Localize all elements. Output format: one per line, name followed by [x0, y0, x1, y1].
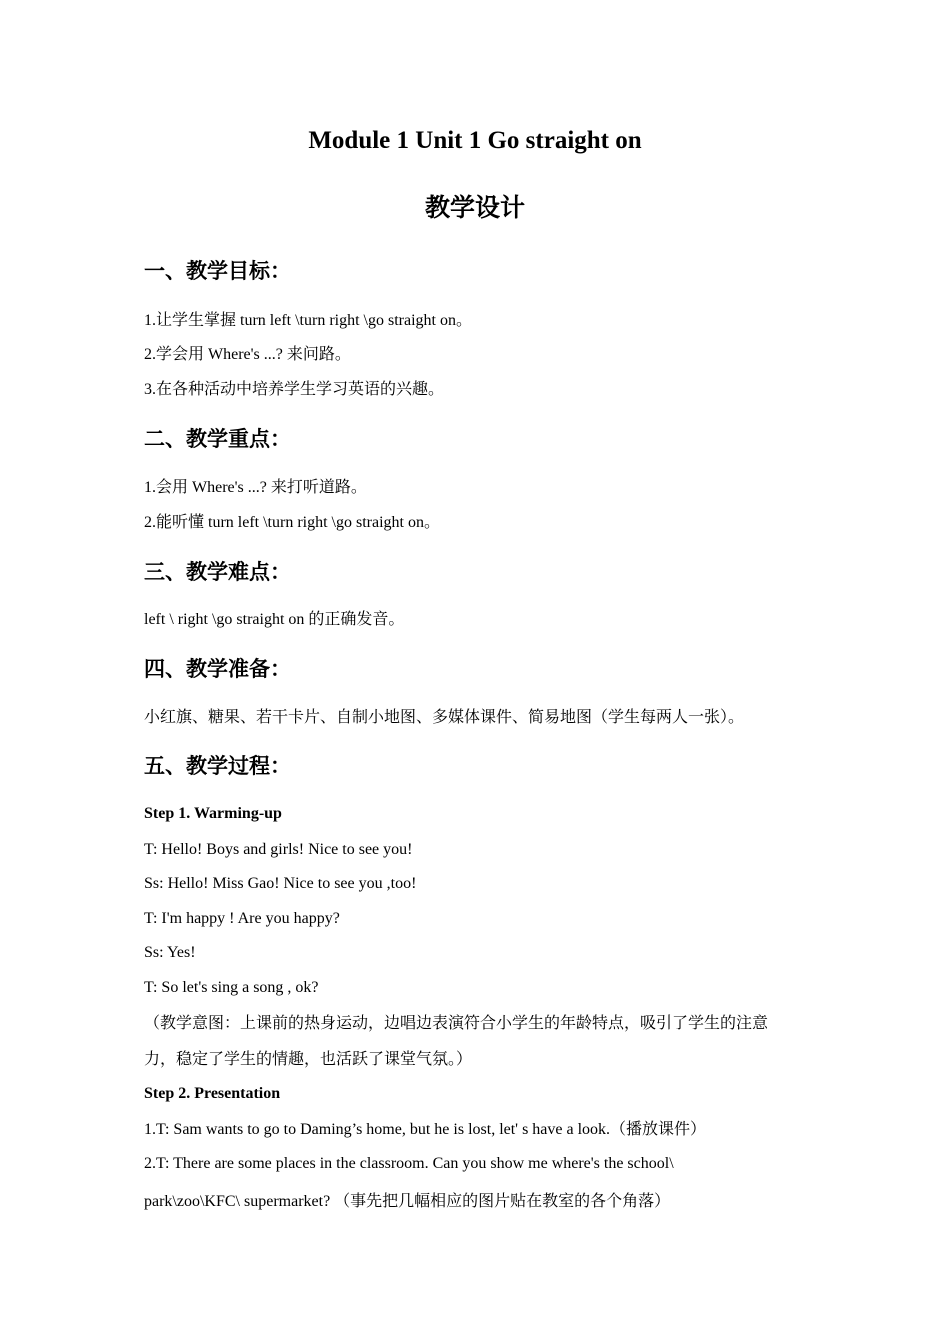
- key-point-line: 1.会用 Where's ...? 来打听道路。: [144, 479, 367, 496]
- teaching-intent-note: （教学意图：上课前的热身运动，边唱边表演符合小学生的年龄特点，吸引了学生的注意: [144, 1015, 769, 1032]
- document-subtitle: 教学设计: [424, 193, 525, 222]
- dialogue-line: T: Hello! Boys and girls! Nice to see you!: [144, 841, 413, 858]
- presentation-line: 1.T: Sam wants to go to Daming’s home, but he is lost, let' s have a look.（播放课件）: [144, 1121, 707, 1138]
- objective-line: 2.学会用 Where's ...? 来问路。: [144, 346, 351, 363]
- section-heading-process: 五、教学过程：: [144, 754, 291, 778]
- key-point-line: 2.能听懂 turn left \turn right \go straight on。: [144, 514, 440, 531]
- objective-line: 1.让学生掌握 turn left \turn right \go straight on。: [144, 312, 472, 329]
- teaching-intent-note: 力，稳定了学生的情趣，也活跃了课堂气氛。）: [144, 1051, 473, 1068]
- section-heading-objectives: 一、教学目标：: [144, 259, 291, 283]
- dialogue-line: T: I'm happy ! Are you happy?: [144, 910, 340, 927]
- step-title-warming-up: Step 1. Warming-up: [144, 805, 282, 822]
- section-heading-preparation: 四、教学准备：: [144, 657, 291, 681]
- step-title-presentation: Step 2. Presentation: [144, 1085, 281, 1102]
- presentation-line: park\zoo\KFC\ supermarket? （事先把几幅相应的图片贴在教室的各个角落）: [144, 1193, 671, 1210]
- objective-line: 3.在各种活动中培养学生学习英语的兴趣。: [144, 381, 445, 398]
- preparation-line: 小红旗、糖果、若干卡片、自制小地图、多媒体课件、简易地图（学生每两人一张）。: [144, 709, 745, 726]
- dialogue-line: T: So let's sing a song , ok?: [144, 979, 319, 996]
- difficulty-line: left \ right \go straight on 的正确发音。: [144, 611, 405, 628]
- section-heading-key-points: 二、教学重点：: [144, 427, 291, 451]
- document-title: Module 1 Unit 1 Go straight on: [308, 127, 642, 154]
- dialogue-line: Ss: Hello! Miss Gao! Nice to see you ,too!: [144, 875, 417, 892]
- section-heading-difficulties: 三、教学难点：: [144, 560, 291, 584]
- presentation-line: 2.T: There are some places in the classroom. Can you show me where's the school\: [144, 1155, 674, 1172]
- dialogue-line: Ss: Yes!: [144, 944, 196, 961]
